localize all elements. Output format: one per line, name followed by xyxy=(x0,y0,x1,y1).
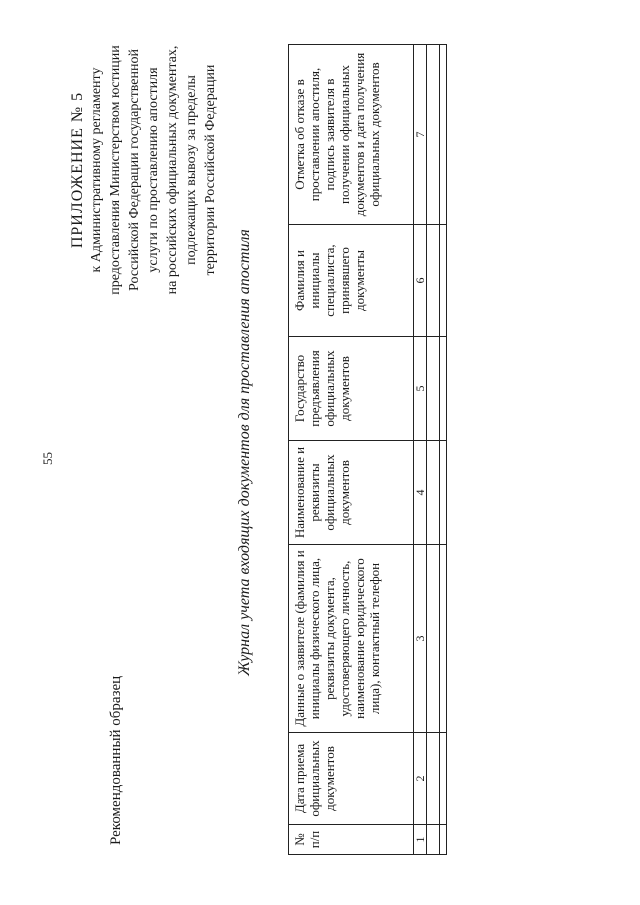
table-cell xyxy=(440,45,447,225)
column-header-refusal-note: Отметка об отказе в проставлении апостиля, подпись заявителя в получении официальных документов и дата получения официальных документов xyxy=(289,45,414,225)
appendix-line: на российских официальных документах, xyxy=(165,45,180,295)
table-cell xyxy=(440,733,447,825)
column-header-date: Дата приема официальных документов xyxy=(289,733,414,825)
column-header-number: № п/п xyxy=(289,825,414,855)
table-cell xyxy=(427,733,440,825)
table-cell xyxy=(440,225,447,337)
column-number: 7 xyxy=(414,45,427,225)
column-number: 6 xyxy=(414,225,427,337)
table-cell xyxy=(427,45,440,225)
appendix-line: территории Российской Федерации xyxy=(203,64,218,276)
appendix-heading: ПРИЛОЖЕНИЕ № 5 xyxy=(69,91,86,249)
column-number: 2 xyxy=(414,733,427,825)
table-cell xyxy=(427,545,440,733)
table-row xyxy=(440,45,447,855)
column-number: 5 xyxy=(414,337,427,441)
column-header-specialist: Фамилия и инициалы специалиста, принявшего документы xyxy=(289,225,414,337)
table-cell xyxy=(427,825,440,855)
column-header-state: Государство предъявления официальных документов xyxy=(289,337,414,441)
table-header-row xyxy=(289,45,414,855)
appendix-line: подлежащих вывозу за пределы xyxy=(184,75,199,265)
column-number: 3 xyxy=(414,545,427,733)
form-label: Рекомендованный образец xyxy=(108,675,124,845)
appendix-line: к Административному регламенту xyxy=(89,67,104,273)
table-cell xyxy=(427,441,440,545)
table-cell xyxy=(427,337,440,441)
column-number: 4 xyxy=(414,441,427,545)
table-cell xyxy=(440,825,447,855)
appendix-block xyxy=(68,35,220,305)
table-cell xyxy=(440,441,447,545)
table-cell xyxy=(440,545,447,733)
appendix-line: предоставления Министерством юстиции xyxy=(108,45,123,295)
journal-table xyxy=(288,44,447,855)
column-header-documents: Наименование и реквизиты официальных документов xyxy=(289,441,414,545)
table-cell xyxy=(427,225,440,337)
appendix-line: Российской Федерации государственной xyxy=(127,49,142,291)
journal-title: Журнал учета входящих документов для проставления апостиля xyxy=(236,229,253,676)
column-number-row xyxy=(414,45,427,855)
table-row xyxy=(427,45,440,855)
table-cell xyxy=(440,337,447,441)
column-number: 1 xyxy=(414,825,427,855)
appendix-line: услуги по проставлению апостиля xyxy=(146,67,161,273)
column-header-applicant: Данные о заявителе (фамилия и инициалы физического лица, реквизиты документа, удостоверяющего личность, наименование юридического лица), контактный телефон xyxy=(289,545,414,733)
page-number: 55 xyxy=(40,452,55,465)
